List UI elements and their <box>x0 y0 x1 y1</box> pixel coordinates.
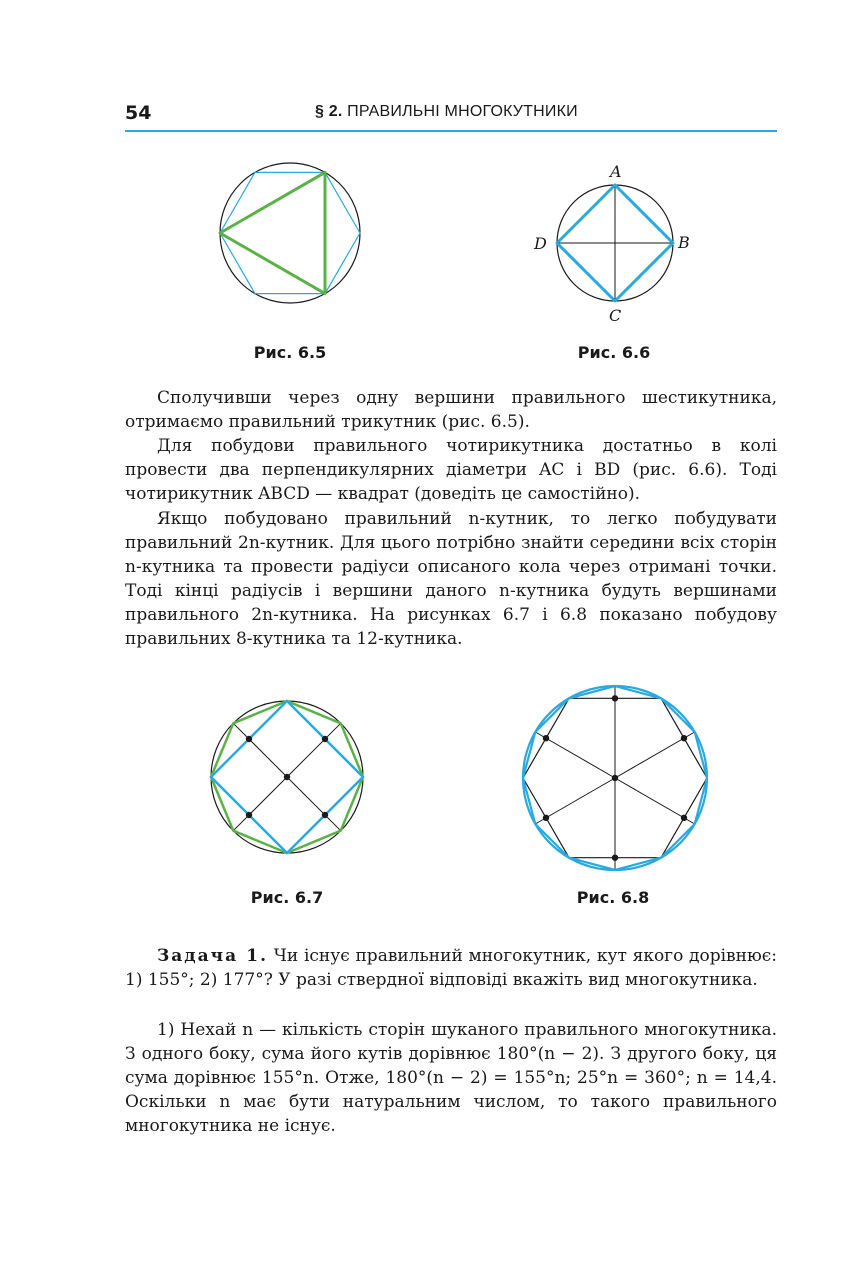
fig67-midpoint <box>322 736 328 742</box>
fig65-caption: Рис. 6.5 <box>253 343 327 362</box>
section-prefix: § 2. <box>315 103 343 120</box>
fig65-hexagon <box>220 172 360 293</box>
fig68-center <box>612 775 618 781</box>
task-paragraph <box>125 944 777 992</box>
fig68-midpoint <box>543 815 549 821</box>
fig66-label-b: B <box>678 233 690 252</box>
fig65-circle <box>220 163 360 303</box>
fig67-radius <box>287 777 341 831</box>
fig66-label-c: C <box>609 306 622 325</box>
figure-6-6 <box>525 158 705 328</box>
paragraph-2: Для побудови правильного чотирикутника достатньо в колі провести два перпендикулярних діаметри AC і BD (рис. 6.6). Тоді чотирикутник ABCD — квадрат (доведіть це самостійно). <box>125 436 777 504</box>
fig67-midpoint <box>246 812 252 818</box>
fig68-midpoint <box>612 855 618 861</box>
fig67-midpoint <box>246 736 252 742</box>
fig66-label-a: A <box>610 162 622 181</box>
figure-6-7 <box>207 697 367 857</box>
fig67-caption: Рис. 6.7 <box>250 888 324 907</box>
figure-6-5 <box>210 158 370 308</box>
fig66-label-d: D <box>534 234 547 253</box>
fig68-midpoint <box>681 815 687 821</box>
figure-6-8 <box>517 680 713 876</box>
fig67-radius <box>287 723 341 777</box>
paragraph-solution: 1) Нехай n — кількість сторін шуканого правильного многокутника. З одного боку, сума його кутів дорівнює 180°(n − 2). З другого боку, ця сума дорівнює 155°n. Отже, 180°(n − 2) = 155°n; 25°n = 360°; n = 14,4. Оскільки n має бути натуральним числом, то такого правильного многокутника не існує. <box>125 1020 777 1136</box>
fig67-radius <box>233 777 287 831</box>
fig66-caption: Рис. 6.6 <box>577 343 651 362</box>
fig68-caption: Рис. 6.8 <box>576 888 650 907</box>
paragraph-1: Сполучивши через одну вершини правильного шестикутника, отримаємо правильний трикутник (рис. 6.5). <box>125 388 777 432</box>
page-header <box>125 100 777 132</box>
fig67-radius <box>233 723 287 777</box>
section-title-text: ПРАВИЛЬНІ МНОГОКУТНИКИ <box>347 103 578 120</box>
fig67-center <box>284 774 290 780</box>
paragraph-3: Якщо побудовано правильний n-кутник, то легко побудувати правильний 2n-кутник. Для цього потрібно знайти середини всіх сторін n-кутника та провести радіуси описаного кола через отримані точки. Тоді кінці радіусів і вершини даного n-кутника будуть вершинами правильного 2n-кутника. На рисунках 6.7 і 6.8 показано побудову правильних 8-кутника та 12-кутника. <box>125 509 777 649</box>
section-title <box>315 103 578 121</box>
fig68-midpoint <box>612 695 618 701</box>
task-text: Чи існує правильний многокутник, кут якого дорівнює: 1) 155°; 2) 177°? У разі ствердної відповіді вкажіть вид многокутника. <box>125 946 777 990</box>
fig67-midpoint <box>322 812 328 818</box>
fig68-midpoint <box>681 735 687 741</box>
page-number: 54 <box>125 102 152 124</box>
task-label: Задача 1. <box>157 946 269 966</box>
fig65-triangle <box>220 172 325 293</box>
fig68-midpoint <box>543 735 549 741</box>
